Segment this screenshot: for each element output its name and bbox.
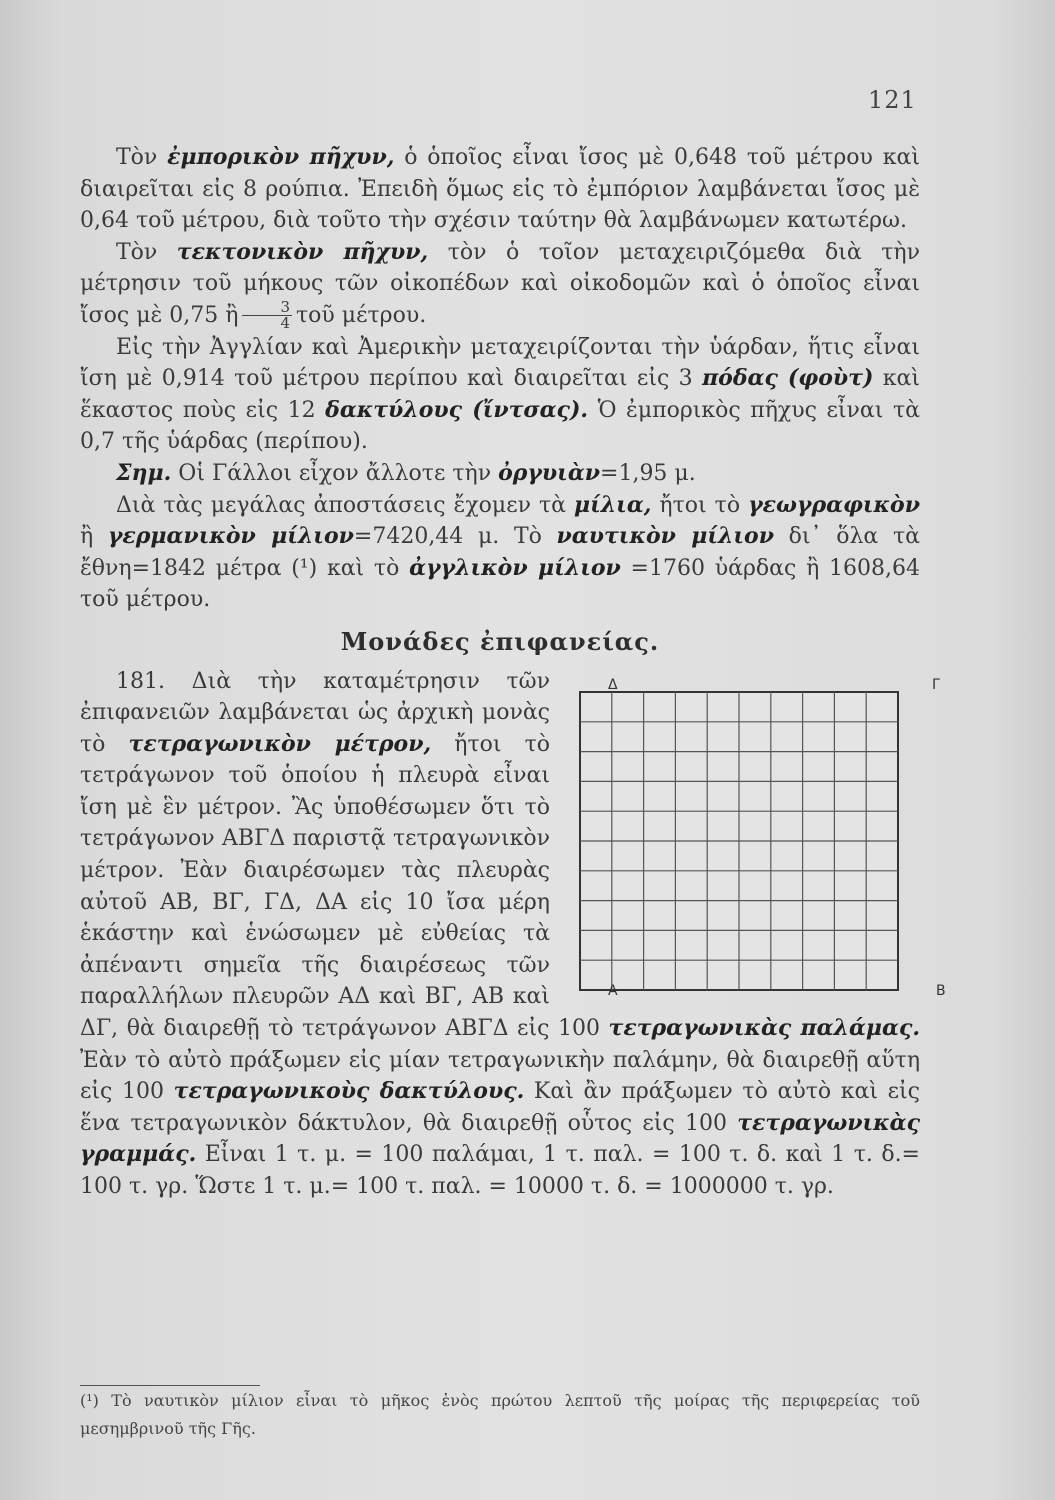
label-beta: Β — [936, 982, 946, 999]
text: =1760 ὑάρδας ἢ 1608,64 τοῦ μέτρου. — [80, 555, 920, 613]
fraction-three-quarters — [242, 300, 292, 331]
page-number: 121 — [868, 86, 917, 114]
term-miles: μίλια, — [574, 491, 652, 518]
paragraph-square-units — [80, 666, 946, 1203]
footnote-rule — [80, 1385, 260, 1386]
text: ἤτοι τὸ τετράγωνον τοῦ ὁποίου ἡ πλευρὰ εἶναι ἴση μὲ ἓν μέτρον. Ἂς ὑποθέσωμεν ὅτι τὸ τετράγωνον ΑΒΓΔ παριστᾷ τετραγωνικὸν μέτρον. Ἐὰν διαιρέσωμεν τὰς πλευρὰς αὐτοῦ ΑΒ, ΒΓ, ΓΔ, ΔΑ εἰς 10 ἴσα μέρη ἑκάστην καὶ ἑνώσωμεν μὲ εὐθείας τὰ ἀπέναντι σημεῖα τῆς διαιρέσεως τῶν παραλλήλων πλευρῶν ΑΔ καὶ ΒΓ, ΑΒ καὶ ΔΓ, θὰ διαιρεθῇ τὸ τετράγωνον ΑΒΓΔ εἰς 100 — [80, 731, 609, 1042]
term-note: Σημ. — [116, 459, 172, 486]
term-feet: πόδας (φοὺτ) — [702, 365, 874, 392]
text: Εἰς τὴν Ἀγγλίαν καὶ Ἀμερικὴν μεταχειρίζονται τὴν ὑάρδαν, ἥτις εἶναι ἴση μὲ 0,914 τοῦ μέτρου περίπου καὶ διαιρεῖται εἰς 3 — [80, 334, 920, 392]
text: Διὰ τὰς μεγάλας ἀποστάσεις ἔχομεν τὰ — [116, 492, 574, 518]
text: Ὁ ἐμπορικὸς πῆχυς εἶναι τὰ 0,7 τῆς ὑάρδας (περίπου). — [80, 397, 920, 455]
term-inches: δακτύλους (ἴντσας). — [325, 396, 589, 423]
text: Ἐὰν τὸ αὐτὸ πράξωμεν εἰς μίαν τετραγωνικὴν παλάμην, θὰ διαιρεθῇ αὕτη εἰς 100 — [80, 1047, 920, 1105]
page-body — [80, 142, 946, 1203]
text: Εἶναι 1 τ. μ. = 100 παλάμαι, 1 τ. παλ. = 100 τ. δ. καὶ 1 τ. δ.= 100 τ. γρ. Ὥστε 1 τ. μ.= 100 τ. παλ. = 10000 τ. δ. = 1000000 τ. γρ. — [80, 1142, 920, 1199]
text: δι᾿ ὅλα τὰ ἔθνη=1842 μέτρα (¹) καὶ τὸ — [80, 524, 920, 581]
paragraph-commercial-cubit — [80, 142, 920, 237]
term-german-mile: γερμανικὸν μίλιον — [107, 523, 354, 550]
term-english-mile: ἀγγλικὸν μίλιον — [409, 554, 621, 581]
text: Οἱ Γάλλοι εἶχον ἄλλοτε τὴν — [171, 460, 499, 486]
text: Τὸν — [116, 239, 177, 265]
figure-square-grid — [560, 670, 946, 1000]
paragraph-note — [80, 458, 920, 490]
fraction-denominator: 4 — [280, 314, 291, 333]
term-nautical-mile: ναυτικὸν μίλιον — [556, 523, 774, 550]
term-commercial-cubit: ἐμπορικὸν πῆχυν, — [167, 144, 395, 170]
label-gamma: Γ — [932, 676, 940, 693]
paragraph-yard — [80, 332, 920, 458]
text: ἤτοι τὸ — [651, 492, 749, 518]
text: 181. Διὰ τὴν καταμέτρησιν τῶν ἐπιφανειῶν λαμβάνεται ὡς ἀρχικὴ μονὰς τὸ — [80, 668, 550, 757]
text: ὁ ὁποῖος εἶναι ἴσος μὲ 0,648 τοῦ μέτρου καὶ διαιρεῖται εἰς 8 ρούπια. Ἐπειδὴ ὅμως εἰς τὸ ἐμπόριον λαμβάνεται ἴσος μὲ 0,64 τοῦ μέτρου, διὰ τοῦτο τὴν σχέσιν ταύτην θὰ λαμβάνωμεν κατωτέρω. — [80, 145, 920, 234]
fraction-numerator: 3 — [242, 300, 292, 316]
text: τὸν ὁ τοῖον μεταχειριζόμεθα διὰ τὴν μέτρησιν τοῦ μήκους τῶν οἰκοπέδων καὶ οἰκοδομῶν καὶ ὁ ὁποῖος εἶναι ἴσος μὲ 0,75 ἢ — [80, 239, 920, 328]
term-square-meter: τετραγωνικὸν μέτρον, — [128, 730, 432, 757]
section-title: Μονάδες ἐπιφανείας. — [340, 626, 660, 656]
term-geographic: γεωγραφικὸν — [748, 491, 920, 518]
text: καὶ ἕκαστος ποὺς εἰς 12 — [80, 366, 920, 423]
term-builder-cubit: τεκτονικὸν πῆχυν, — [176, 238, 429, 265]
term-square-lines: τετραγωνικὰς γραμμάς. — [80, 1109, 920, 1168]
paragraph-builder-cubit — [80, 237, 920, 332]
term-square-fingers: τετραγωνικοὺς δακτύλους. — [173, 1078, 525, 1105]
label-alpha: Α — [608, 982, 618, 999]
paragraph-miles — [80, 490, 920, 616]
footnote: (¹) Τὸ ναυτικὸν μίλιον εἶναι τὸ μῆκος ἑνὸς πρώτου λεπτοῦ τῆς μοίρας τῆς περιφερείας τοῦ μεσημβρινοῦ τῆς Γῆς. — [80, 1391, 920, 1438]
text: ἢ — [80, 524, 108, 550]
text: =1,95 μ. — [600, 460, 696, 486]
text: Καὶ ἂν πράξωμεν τὸ αὐτὸ καὶ εἰς ἕνα τετραγωνικὸν δάκτυλον, θὰ διαιρεθῇ οὗτος εἰς 100 — [80, 1079, 920, 1136]
label-delta: Δ — [608, 676, 618, 693]
grid-diagram — [560, 670, 920, 1000]
text: =7420,44 μ. Τὸ — [353, 524, 557, 550]
text: τοῦ μέτρου. — [296, 302, 427, 328]
text: Τὸν — [116, 145, 168, 170]
term-square-palms: τετραγωνικὰς παλάμας. — [608, 1015, 920, 1042]
term-fathom: ὀργυιὰν — [498, 459, 601, 486]
